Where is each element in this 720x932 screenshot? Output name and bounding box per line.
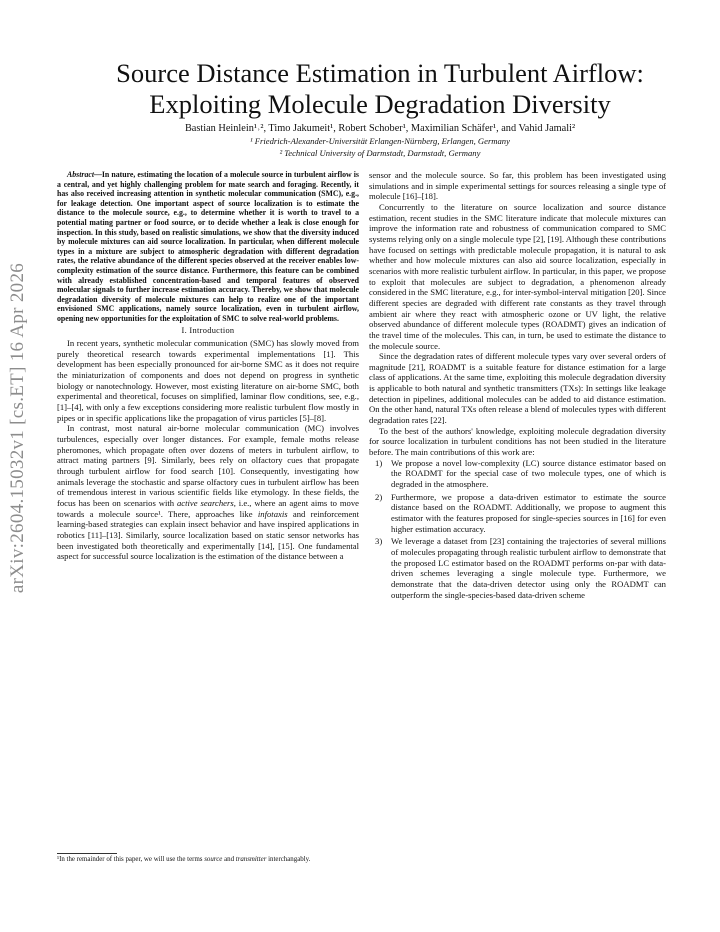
contributions-list: [369, 458, 666, 601]
intro-p2-emph-1: active searchers: [176, 498, 234, 508]
footnote-emph-2: transmitter: [235, 856, 267, 863]
intro-p2-part-a: In contrast, most natural air-borne molecular communication (MC) involves turbulences, especially over longer distances. For example, female moths release pheromones, which propagate often over dozens of meters in turbulent airflow, to attract mating partners [9]. Similarly, bees rely on olfactory cues that propagate through turbulent airflow for food search [10]. Consequently, investigating how animals leverage the stochastic and sparse olfactory cues in turbulent airflow has been of tremendous interest in various scientific fields like etymology. In these fields, the focus has been on scenarios with: [57, 423, 359, 508]
affiliation-1: ¹ Friedrich-Alexander-Universität Erlangen-Nürnberg, Erlangen, Germany: [250, 136, 510, 146]
contribution-text: We leverage a dataset from [23] containing the trajectories of several millions of molecules propagating through realistic turbulent airflow to demonstrate that the proposed LC estimator based on the ROADMT performs on-par with data-driven schemes leveraging a single molecule type. Furthermore, we demonstrate that the data-driven detector using only the ROADMT can outperform the single-species-based data-driven scheme: [391, 536, 666, 600]
abstract: [57, 170, 359, 324]
affiliation-2: ² Technical University of Darmstadt, Darmstadt, Germany: [279, 148, 481, 158]
intro-paragraph-1: In recent years, synthetic molecular communication (SMC) has slowly moved from purely theoretical research towards experimental implementations [1]. This development has been especially pronounced for air-borne SMC as it does not require the miniaturization of components and does not depend on progress in synthetic biology or nanotechnology. However, most existing literature on air-borne SMC, both experimental and theoretical, focuses on simplified, laminar flow conditions, see, e.g., [1]–[4], with only a few exceptions considering more realistic turbulent flow mostly in pipes or in specific applications like the propagation of virus particles [5]–[8].: [57, 338, 359, 423]
contribution-item: [369, 458, 666, 490]
right-paragraph-3: To the best of the authors' knowledge, exploiting molecule degradation diversity for source localization in turbulent conditions has not been studied in the literature before. The main contributions of this work are:: [369, 425, 666, 458]
footnote-part-b: and: [222, 856, 236, 863]
footnote-part-c: interchangably.: [266, 856, 311, 863]
left-column: [57, 170, 359, 562]
arxiv-stamp: arXiv:2604.15032v1 [cs.ET] 16 Apr 2026: [7, 262, 28, 594]
title-line-2: Exploiting Molecule Degradation Diversity: [149, 89, 611, 119]
contribution-item: [369, 536, 666, 600]
footnote-rule: [57, 853, 117, 854]
section-heading-introduction: I. Introduction: [181, 325, 235, 335]
footnote: [57, 856, 359, 864]
right-column: [369, 170, 666, 602]
contribution-text: Furthermore, we propose a data-driven estimator to estimate the source distance based on the ROADMT. Additionally, we propose to augment this estimator with the features proposed for single-species sources in [16] for even higher estimation accuracy.: [391, 491, 666, 534]
footnote-emph-1: source: [204, 856, 223, 863]
contribution-number: 1): [375, 457, 383, 468]
abstract-lead: Abstract: [67, 170, 95, 179]
abstract-body: —In nature, estimating the location of a molecule source in turbulent airflow is a central, and yet highly challenging problem for mate search and foraging. Recently, it has also received increasing attention in synthetic molecular communication (SMC), e.g., for leakage detection. One important aspect of source localization is to estimate the distance to the molecule source, e.g., to determine whether it is worth to travel to a potential mating partner or food source, or to decide whether a leak is close enough for inspection. In this study, based on realistic simulations, we show that the diversity induced by molecule mixtures can aid source localization. In particular, when different molecule types in a mixture are subject to atmospheric degradation with different degradation rates, the relative abundance of the different species observed at the receiver enables low-complexity estimation of the source distance. Furthermore, this feature can be combined with already established concentration-based and temporal features of observed molecular signals to further increase estimation accuracy. Thereby, we show that molecule degradation diversity of molecule mixtures can help to realize one of the important envisioned SMC applications, namely source localization, even in turbulent airflow, opening new opportunities for the exploitation of SMC to solve real-world problems.: [57, 170, 359, 323]
contribution-text: We propose a novel low-complexity (LC) source distance estimator based on the ROADMT for the special case of two molecule types, one of which is degraded in the atmosphere.: [391, 457, 666, 490]
intro-p2-part-b: , i.e., where an agent aims to move towards a molecule source¹. There, approaches like: [57, 498, 359, 519]
intro-p2-emph-2: infotaxis: [257, 508, 288, 519]
paper-title: [60, 58, 700, 120]
intro-paragraph-2: [57, 423, 359, 562]
contribution-item: [369, 492, 666, 535]
right-paragraph-2: Since the degradation rates of different molecule types vary over several orders of magnitude [21], ROADMT is a suitable feature for distance estimation for a large class of applications. At the same time, exploiting this molecule degradation diversity is applicable to both natural and synthetic transmitters (TXs): In settings like leakage detection in pipelines, additional molecules can be added to aid distance estimation. On the other hand, natural TXs often release a blend of molecules types with different degradation rates [22].: [369, 351, 666, 426]
contribution-number: 2): [375, 491, 383, 502]
author-list: Bastian Heinlein¹˒², Timo Jakumeit¹, Robert Schober¹, Maximilian Schäfer¹, and Vahid Jamali²: [184, 123, 576, 134]
contribution-number: 3): [375, 536, 383, 547]
right-paragraph-1: Concurrently to the literature on source localization and source distance estimation, recent studies in the SMC literature indicate that molecule mixtures can improve the information rate and robustness of communication compared to SMC systems relying only on a single molecule type [2], [19]. Although these contributions have focused on settings with predictable molecule propagation, it is natural to ask whether and how molecule mixtures can also aid source localization, especially in scenarios with more realistic turbulent airflow. In particular, in this paper, we propose to exploit that molecules are subject to degradation, a phenomenon already considered in the SMC literature, e.g., for inter-symbol-interval mitigation [20]. Since different species are degraded with different rate constants as they travel through ambient air where they react with atmospheric ozone or UV light, the relative observed abundance of different molecule types (ROADMT) gives an indication of the travel time of the molecules. This can, in turn, be used to estimate the distance to the molecule source.: [369, 201, 666, 351]
title-line-1: Source Distance Estimation in Turbulent Airflow:: [116, 58, 644, 88]
right-paragraph-0: sensor and the molecule source. So far, this problem has been investigated using simulations and in simple experimental settings for sources releasing a single type of molecule [16]–[18].: [369, 170, 666, 202]
intro-p2-part-c: and reinforcement learning-based strategies can explain insect behavior and have inspired applications in robotics [11]–[13]. Similarly, source localization based on static sensor networks has been investigated both theoretically and experimentally [14], [15]. One fundamental aspect for successful source localization is the estimation of the distance between a: [57, 508, 359, 562]
footnote-part-a: ¹In the remainder of this paper, we will use the terms: [57, 856, 205, 863]
